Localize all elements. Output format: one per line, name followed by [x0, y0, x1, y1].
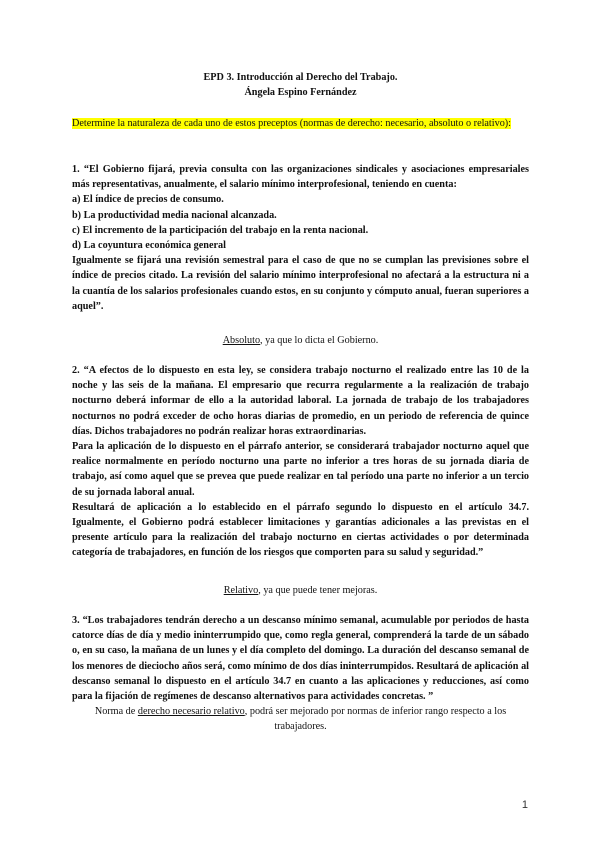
q3-answer-prefix: Norma de [94, 706, 138, 717]
q3-text: 3. “Los trabajadores tendrán derecho a un descanso mínimo semanal, acumulable por periodos de hasta catorce días de día y medio ininterrumpido que, como regla general, comprenderá la tarde de un sábado o, en su caso, la mañana de un lunes y el día completo del domingo. La duración del descanso semanal de los menores de dieciocho años será, como mínimo de dos días ininterrumpidos. Resultará de aplicación al descanso semanal lo dispuesto en el artículo 34.7 en cuanto a las aplicaciones y reducciones, así como para la fijación de regímenes de descanso alternativos para actividades concretas. ” [72, 615, 529, 703]
question-3 [72, 613, 529, 704]
document-author: Ángela Espino Fernández [244, 87, 357, 99]
q2-answer-text: , ya que puede tener mejoras. [258, 585, 378, 596]
q1-item-a: a) El índice de precios de consumo. [72, 194, 224, 206]
q1-item-c: c) El incremento de la participación del trabajo en la renta nacional. [72, 224, 369, 236]
q1-intro: 1. “El Gobierno fijará, previa consulta con las organizaciones sindicales y asociaciones empresariales más representativas, anualmente, el salario mínimo interprofesional, teniendo en cuenta: [72, 164, 529, 191]
q1-answer [72, 333, 529, 348]
page-number: 1 [521, 799, 528, 811]
document-title: EPD 3. Introducción al Derecho del Trabajo. [203, 72, 398, 83]
q3-answer-text: , podrá ser mejorado por normas de inferior rango respecto a los trabajadores. [244, 706, 507, 733]
q2-paragraph-1: 2. “A efectos de lo dispuesto en esta ley, se considera trabajo nocturno el realizado entre las 10 de la noche y las seis de la mañana. El empresario que recurra regularmente a la realización de trabajo nocturno deberá informar de ello a la autoridad laboral. La jornada de trabajo de los trabajadores nocturnos no podrá exceder de ocho horas diarias de promedio, en un periodo de referencia de quince días. Dichos trabajadores no podrán realizar horas extraordinarias. [72, 365, 529, 437]
q3-answer-term: derecho necesario relativo [137, 706, 245, 717]
q2-answer-term: Relativo [223, 585, 259, 596]
question-1 [72, 162, 529, 314]
instruction-text: Determine la naturaleza de cada uno de estos preceptos (normas de derecho: necesario, absoluto o relativo): [72, 118, 512, 129]
document-header [72, 70, 529, 100]
q2-paragraph-2: Para la aplicación de lo dispuesto en el párrafo anterior, se considerará trabajador nocturno aquel que realice normalmente en período nocturno una parte no inferior a tres horas de su jornada diaria de trabajo, así como aquel que se prevea que puede realizar en tal período una parte no inferior a un tercio de su jornada laboral anual. [72, 441, 529, 498]
q2-answer [72, 583, 529, 598]
instruction-paragraph [72, 116, 529, 131]
q2-paragraph-3: Resultará de aplicación a lo establecido en el párrafo segundo lo dispuesto en el artículo 34.7. Igualmente, el Gobierno podrá establecer limitaciones y garantías adicionales a las previstas en el presente artículo para la realización del trabajo nocturno en ciertas actividades o por determinada categoría de trabajadores, en función de los riesgos que comporten para su salud y seguridad.” [72, 501, 529, 559]
q3-answer [72, 704, 529, 734]
q1-item-b: b) La productividad media nacional alcanzada. [72, 209, 277, 221]
question-2 [72, 363, 529, 561]
q1-item-d: d) La coyuntura económica general [72, 240, 226, 252]
q1-answer-term: Absoluto [222, 335, 261, 346]
q1-answer-text: , ya que lo dicta el Gobierno. [260, 335, 379, 346]
q1-rest: Igualmente se fijará una revisión semestral para el caso de que no se cumplan las previsiones sobre el índice de precios citado. La revisión del salario mínimo interprofesional no afectará a la estructura ni a la cuantía de los salarios profesionales cuando estos, en su conjunto y cómputo anual, fueran superiores a aquel”. [72, 255, 529, 312]
